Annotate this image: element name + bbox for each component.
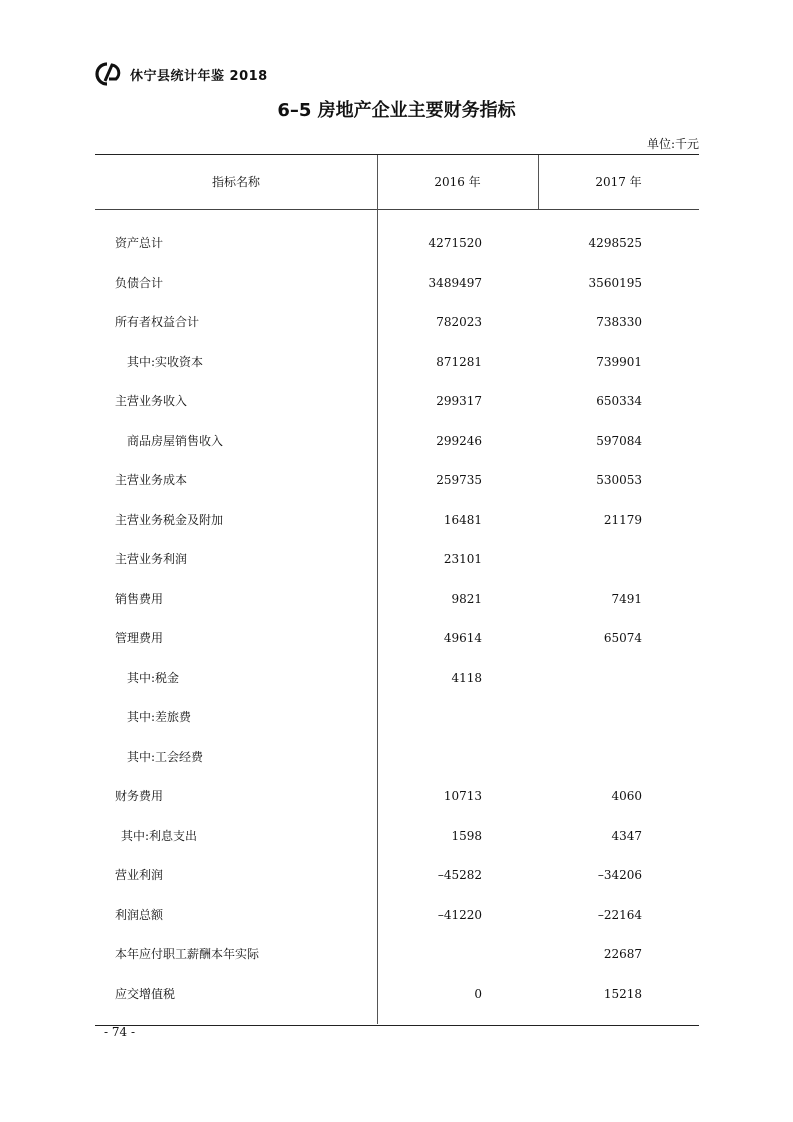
value-2016: 23101 bbox=[443, 552, 482, 566]
table-row bbox=[95, 470, 699, 510]
indicator-name: 主营业务税金及附加 bbox=[115, 512, 224, 527]
table-row bbox=[95, 589, 699, 629]
table-row bbox=[95, 312, 699, 352]
indicator-name: 主营业务成本 bbox=[115, 473, 188, 487]
value-2017: 21179 bbox=[603, 512, 642, 527]
table-row bbox=[95, 984, 699, 1024]
indicator-name: 负债合计 bbox=[115, 275, 164, 290]
indicator-name: 利润总额 bbox=[115, 907, 164, 922]
table-row bbox=[95, 510, 699, 550]
indicator-name: 财务费用 bbox=[115, 789, 164, 803]
indicator-name: 管理费用 bbox=[115, 631, 164, 645]
value-2017: 7491 bbox=[611, 591, 642, 606]
value-2016: 259735 bbox=[436, 473, 482, 487]
yearbook-title: 休宁县统计年鉴 2018 bbox=[130, 68, 268, 84]
value-2017: 738330 bbox=[596, 315, 642, 329]
page-number: - 74 - bbox=[104, 1025, 136, 1039]
value-2017: –22164 bbox=[597, 907, 642, 922]
value-2016: –41220 bbox=[437, 907, 482, 922]
table-row bbox=[95, 786, 699, 826]
indicator-name: 本年应付职工薪酬本年实际 bbox=[115, 947, 260, 961]
indicator-name: 应交增值税 bbox=[115, 986, 176, 1001]
value-2016: 3489497 bbox=[428, 275, 482, 290]
table-row bbox=[95, 865, 699, 905]
table-row bbox=[95, 707, 699, 747]
value-2017: 4060 bbox=[611, 789, 642, 803]
value-2017: 739901 bbox=[596, 354, 642, 369]
indicator-name: 其中:利息支出 bbox=[121, 828, 198, 843]
value-2016: 16481 bbox=[443, 512, 482, 527]
value-2017: 15218 bbox=[603, 986, 642, 1001]
indicator-name: 资产总计 bbox=[115, 236, 164, 250]
column-header-2017: 2017 年 bbox=[595, 175, 642, 189]
indicator-name: 主营业务利润 bbox=[115, 552, 188, 566]
value-2016: 871281 bbox=[436, 354, 482, 369]
value-2016: 0 bbox=[474, 986, 482, 1001]
table-header bbox=[95, 155, 699, 210]
value-2016: 299246 bbox=[436, 433, 482, 448]
table-row bbox=[95, 391, 699, 431]
column-header-2016: 2016 年 bbox=[434, 175, 481, 189]
indicator-name: 其中:差旅费 bbox=[127, 710, 192, 724]
table-row bbox=[95, 628, 699, 668]
yearbook-logo-icon bbox=[94, 61, 124, 87]
value-2017: 4347 bbox=[611, 828, 642, 843]
value-2017: 4298525 bbox=[588, 236, 642, 250]
page-header bbox=[94, 60, 268, 88]
indicator-name: 营业利润 bbox=[115, 868, 164, 882]
column-header-indicator: 指标名称 bbox=[211, 175, 260, 189]
indicator-name: 所有者权益合计 bbox=[115, 315, 200, 329]
value-2017: 22687 bbox=[603, 947, 642, 961]
value-2016: 782023 bbox=[436, 315, 482, 329]
value-2017: –34206 bbox=[597, 868, 642, 882]
table-row bbox=[95, 668, 699, 708]
table-row bbox=[95, 273, 699, 313]
value-2017: 597084 bbox=[596, 433, 642, 448]
indicator-name: 其中:实收资本 bbox=[127, 354, 204, 369]
value-2016: 10713 bbox=[443, 789, 482, 803]
indicator-name: 主营业务收入 bbox=[115, 394, 188, 408]
value-2016: 299317 bbox=[436, 394, 482, 408]
value-2017: 65074 bbox=[603, 631, 642, 645]
value-2017: 3560195 bbox=[588, 275, 642, 290]
table-row bbox=[95, 905, 699, 945]
value-2016: 4118 bbox=[451, 670, 482, 685]
value-2016: 9821 bbox=[451, 591, 482, 606]
table-row bbox=[95, 549, 699, 589]
unit-label: 单位:千元 bbox=[646, 137, 699, 151]
table-row bbox=[95, 431, 699, 471]
value-2017: 530053 bbox=[596, 473, 642, 487]
table-row bbox=[95, 826, 699, 866]
table-row bbox=[95, 352, 699, 392]
page-title: 6–5 房地产企业主要财务指标 bbox=[277, 100, 516, 121]
value-2016: 1598 bbox=[451, 828, 482, 843]
value-2017: 650334 bbox=[596, 394, 642, 408]
value-2016: 4271520 bbox=[428, 236, 482, 250]
table-row bbox=[95, 233, 699, 273]
column-divider bbox=[538, 155, 539, 209]
table-row bbox=[95, 747, 699, 787]
financial-table bbox=[95, 154, 699, 1026]
indicator-name: 销售费用 bbox=[115, 591, 164, 606]
indicator-name: 商品房屋销售收入 bbox=[127, 433, 224, 448]
table-row bbox=[95, 944, 699, 984]
indicator-name: 其中:税金 bbox=[127, 670, 180, 685]
value-2016: 49614 bbox=[443, 631, 482, 645]
value-2016: –45282 bbox=[437, 868, 482, 882]
indicator-name: 其中:工会经费 bbox=[127, 749, 204, 764]
